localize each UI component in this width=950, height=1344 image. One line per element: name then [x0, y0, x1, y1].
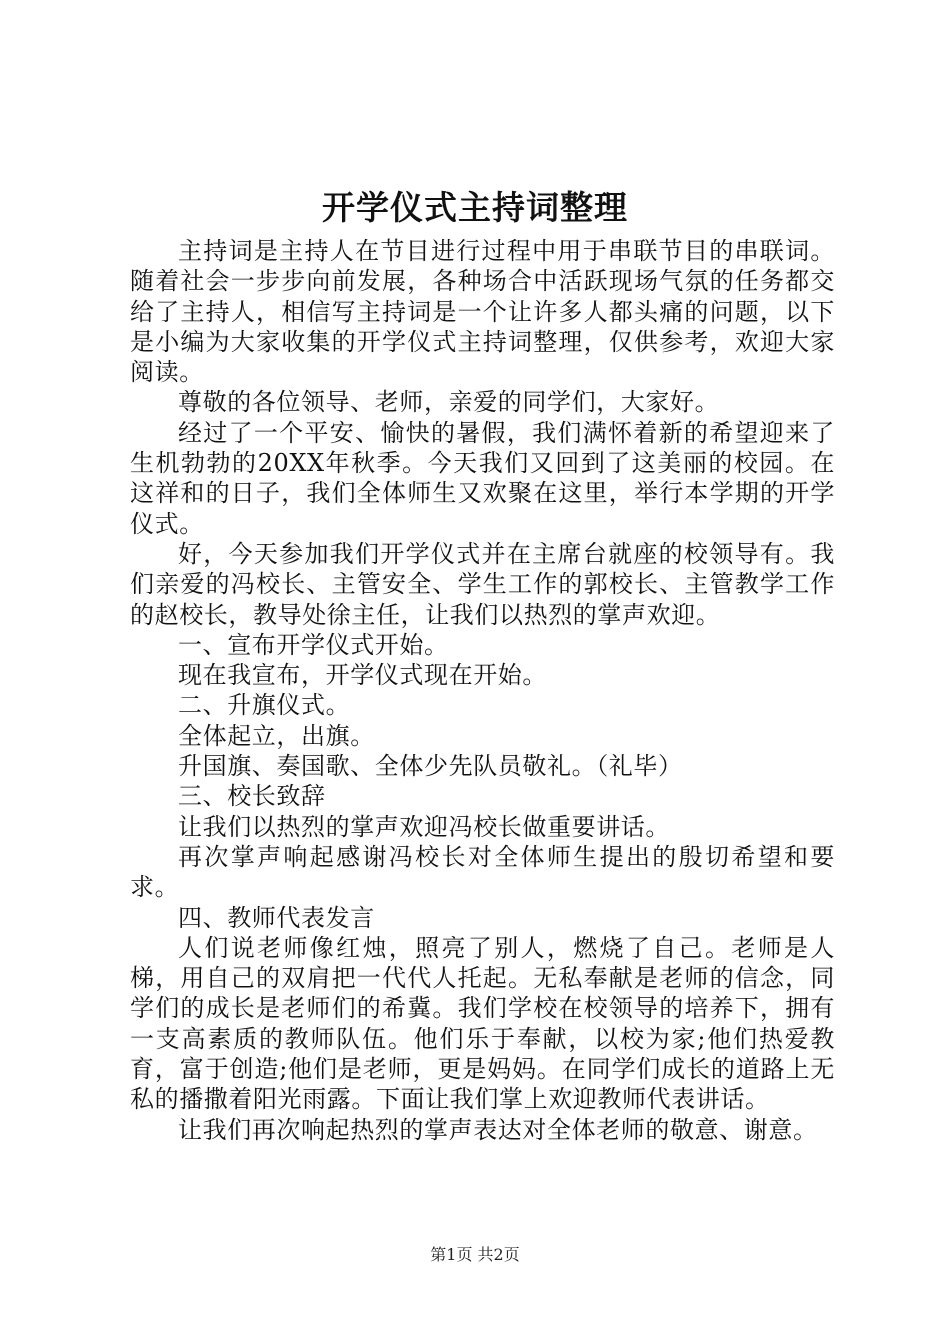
section-heading-2: 二、升旗仪式。: [178, 691, 351, 720]
paragraph-flag: 升国旗、奏国歌、全体少先队员敬礼。（礼毕）: [178, 752, 683, 781]
paragraph-stand: 全体起立，出旗。: [178, 721, 375, 750]
paragraph-principal-speech: 让我们以热烈的掌声欢迎冯校长做重要讲话。: [178, 812, 670, 841]
paragraph-opening: 经过了一个平安、愉快的暑假，我们满怀着新的希望迎来了生机勃勃的20XX年秋季。今天我们又回到了这美丽的校园。在这祥和的日子，我们全体师生又欢聚在这里，举行本学期的开学仪式。: [130, 418, 835, 538]
section-heading-4: 四、教师代表发言: [178, 903, 375, 932]
paragraph-intro: 主持词是主持人在节目进行过程中用于串联节目的串联词。随着社会一步步向前发展，各种场合中活跃现场气氛的任务都交给了主持人，相信写主持词是一个让许多人都头痛的问题，以下是小编为大家收集的开学仪式主持词整理，仅供参考，欢迎大家阅读。: [130, 237, 835, 387]
page-number-footer: 第1页 共2页: [430, 1245, 520, 1264]
section-heading-1: 一、宣布开学仪式开始。: [178, 630, 449, 659]
paragraph-thanks-principal: 再次掌声响起感谢冯校长对全体师生提出的殷切希望和要求。: [130, 842, 835, 902]
paragraph-leaders: 好，今天参加我们开学仪式并在主席台就座的校领导有。我们亲爱的冯校长、主管安全、学生工作的郭校长、主管教学工作的赵校长，教导处徐主任，让我们以热烈的掌声欢迎。: [130, 539, 835, 629]
document-title: 开学仪式主持词整理: [322, 188, 628, 227]
paragraph-greeting: 尊敬的各位领导、老师，亲爱的同学们，大家好。: [178, 388, 720, 417]
paragraph-teachers: 人们说老师像红烛，照亮了别人，燃烧了自己。老师是人梯，用自己的双肩把一代代人托起。无私奉献是老师的信念，同学们的成长是老师们的希冀。我们学校在校领导的培养下，拥有一支高素质的教师队伍。他们乐于奉献，以校为家;他们热爱教育，富于创造;他们是老师，更是妈妈。在同学们成长的道路上无私的播撒着阳光雨露。下面让我们掌上欢迎教师代表讲话。: [130, 933, 835, 1114]
document-body: [130, 236, 835, 1145]
section-heading-3: 三、校长致辞: [178, 782, 326, 811]
paragraph-thanks-teachers: 让我们再次响起热烈的掌声表达对全体老师的敬意、谢意。: [178, 1115, 818, 1144]
paragraph-announce: 现在我宣布，开学仪式现在开始。: [178, 661, 547, 690]
